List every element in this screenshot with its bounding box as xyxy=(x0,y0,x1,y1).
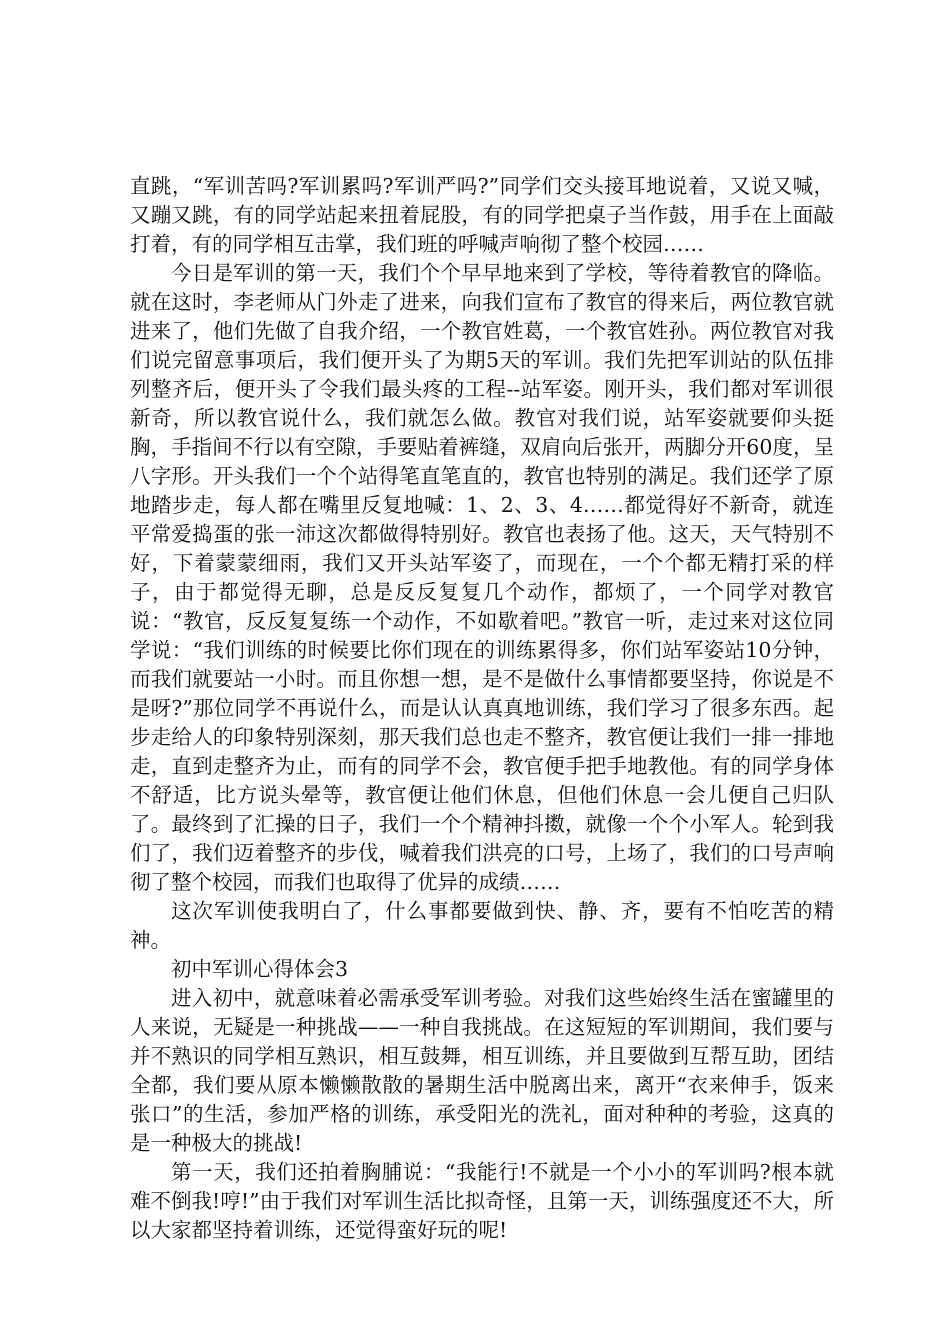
paragraph-continuation: 直跳，“军训苦吗?军训累吗?军训严吗?”同学们交头接耳地说着，又说又喊，又蹦又跳，有的同学站起来扭着屁股，有的同学把桌子当作鼓，用手在上面敲打着，有的同学相互击掌，我们班的呼喊声响彻了整个校园…… xyxy=(130,174,834,256)
paragraph-intro: 进入初中，就意味着必需承受军训考验。对我们这些始终生活在蜜罐里的人来说，无疑是一种挑战——一种自我挑战。在这短短的军训期间，我们要与并不熟识的同学相互熟识，相互鼓舞，相互训练，并且要做到互帮互助，团结全都，我们要从原本懒懒散散的暑期生活中脱离出来，离开“衣来伸手，饭来张口”的生活，参加严格的训练，承受阳光的洗礼，面对种种的考验，这真的是一种极大的挑战! xyxy=(130,986,834,1155)
document-body xyxy=(130,172,834,1245)
paragraph-first-day: 今日是军训的第一天，我们个个早早地来到了学校，等待着教官的降临。就在这时，李老师从门外走了进来，向我们宣布了教官的得来后，两位教官就进来了，他们先做了自我介绍，一个教官姓葛，一个教官姓孙。两位教官对我们说完留意事项后，我们便开头了为期5天的军训。我们先把军训站的队伍排列整齐后，便开头了令我们最头疼的工程--站军姿。刚开头，我们都对军训很新奇，所以教官说什么，我们就怎么做。教官对我们说，站军姿就要仰头挺胸，手指间不行以有空隙，手要贴着裤缝，双肩向后张开，两脚分开60度，呈八字形。开头我们一个个站得笔直笔直的，教官也特别的满足。我们还学了原地踏步走，每人都在嘴里反复地喊：1、2、3、4……都觉得好不新奇，就连平常爱捣蛋的张一沛这次都做得特别好。教官也表扬了他。这天，天气特别不好，下着蒙蒙细雨，我们又开头站军姿了，而现在，一个个都无精打采的样子，由于都觉得无聊，总是反反复复几个动作，都烦了，一个同学对教官说：“教官，反反复复练一个动作，不如歇着吧。”教官一听，走过来对这位同学说：“我们训练的时候要比你们现在的训练累得多，你们站军姿站10分钟，而我们就要站一小时。而且你想一想，是不是做什么事情都要坚持，你说是不是呀?”那位同学不再说什么，而是认认真真地训练，我们学习了很多东西。起步走给人的印象特别深刻，那天我们总也走不整齐，教官便让我们一排一排地走，直到走整齐为止，而有的同学不会，教官便手把手地教他。有的同学身体不舒适，比方说头晕等，教官便让他们休息，但他们休息一会儿便自己归队了。最终到了汇操的日子，我们一个个精神抖擞，就像一个个小军人。轮到我们了，我们迈着整齐的步伐，喊着我们洪亮的口号，上场了，我们的口号声响彻了整个校园，而我们也取得了优异的成绩…… xyxy=(130,261,834,894)
paragraph-conclusion: 这次军训使我明白了，什么事都要做到快、静、齐，要有不怕吃苦的精神。 xyxy=(130,899,834,952)
section-heading: 初中军训心得体会3 xyxy=(171,957,349,981)
paragraph-day-one: 第一天，我们还拍着胸脯说：“我能行!不就是一个小小的军训吗?根本就难不倒我!哼!”由于我们对军训生活比拟奇怪，且第一天，训练强度还不大，所以大家都坚持着训练，还觉得蛮好玩的呢! xyxy=(130,1160,834,1242)
